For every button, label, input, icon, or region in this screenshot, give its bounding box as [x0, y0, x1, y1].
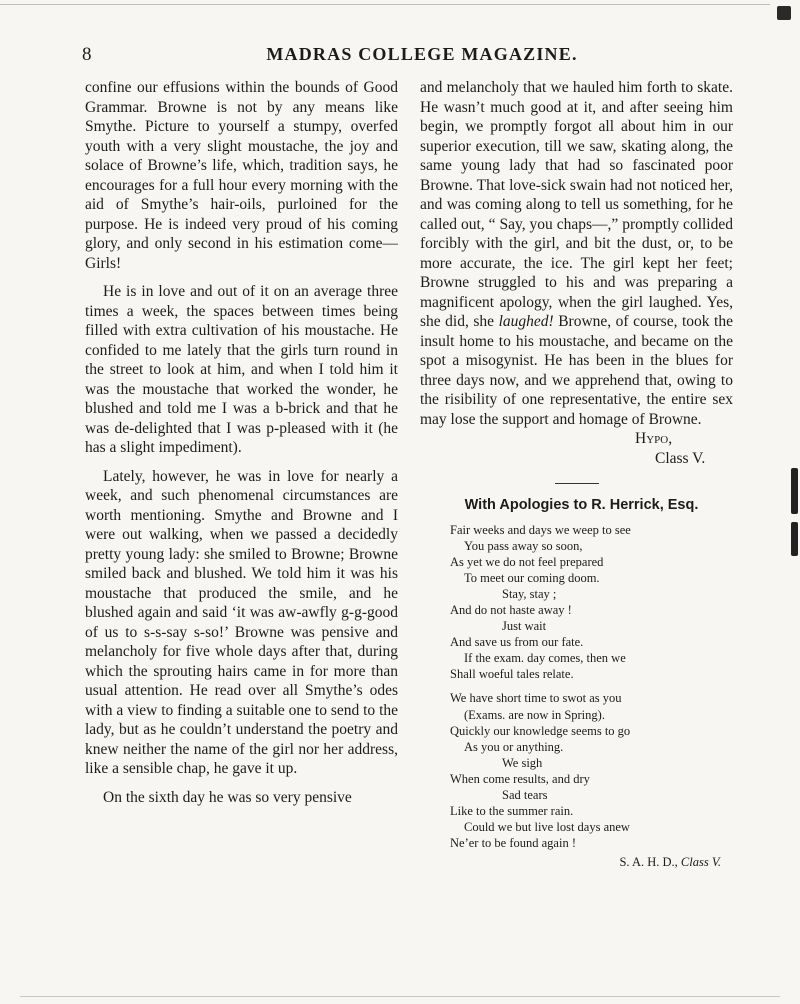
- magazine-title: MADRAS COLLEGE MAGAZINE.: [266, 44, 578, 64]
- page-header: [82, 44, 732, 68]
- paragraph: He is in love and out of it on an average three times a week, the spaces between times being filled with extra cultivation of his moustache. He confided to me lately that the girls turn round in the street to look at him, and when I told him it was the moustache that worked the wonder, he blushed and told me I was a b-brick and that he was de-delighted that I was p-pleased with it (he has a slight impediment).: [85, 283, 398, 456]
- poem-line: And save us from our fate.: [450, 635, 584, 650]
- poem-line: If the exam. day comes, then we: [464, 651, 626, 666]
- poem-title: With Apologies to R. Herrick, Esq.: [464, 497, 699, 513]
- poem-line: As you or anything.: [464, 739, 564, 754]
- poem-line: Shall woeful tales relate.: [450, 667, 574, 682]
- poem-line: Just wait: [502, 619, 547, 634]
- paragraph: Lately, however, he was in love for nearly a week, and such phenomenal circumstances are worth mentioning. Smythe and Browne and I were out walking, when we passed a decidedly pretty young lady: she smiled to Browne; Browne smiled back and blushed. We told him it was his moustache that produced the smile, and he blushed again and said ‘it was aw-awfly g-g-good of us to s-s-say s-so!’ Browne was pensive and melancholy for five whole days after that, during which the sprouting hairs came in for more than usual attention. He read over all Smythe’s odes with a view to finding a suitable one to send to the lady, but as he couldn’t understand the poetry and knew neither the name of the girl nor her address, like a sensible chap, he gave it up.: [85, 467, 398, 777]
- poem-line: When come results, and dry: [450, 771, 590, 786]
- section-divider: [555, 483, 599, 484]
- paragraph-text: Browne, of course, took the insult home to his moustache, and became on the spot a misogynist. He has been in the blues for three days now, and we apprehend that, owing to the risibility of one representative, the entire sex may lose the support and homage of Browne.: [420, 313, 733, 428]
- signature-initials: S. A. H. D.,: [619, 855, 678, 870]
- left-column: [85, 78, 398, 807]
- poem-line: Ne’er to be found again !: [450, 836, 576, 851]
- author-signoff: [635, 429, 733, 469]
- edge-scan-mark: [791, 468, 798, 514]
- paragraph: [420, 78, 733, 429]
- poem-line: As yet we do not feel prepared: [450, 554, 604, 569]
- poem-line: Like to the summer rain.: [450, 804, 574, 819]
- poem-line: To meet our coming doom.: [464, 570, 600, 585]
- poem-body: [450, 522, 733, 852]
- corner-scan-mark: [777, 6, 791, 20]
- poem-line: Stay, stay ;: [502, 586, 557, 601]
- poem-line: (Exams. are now in Spring).: [464, 707, 605, 722]
- author-name: Hypo,: [635, 430, 673, 447]
- poem-line: Sad tears: [502, 788, 548, 802]
- poem-line: And do not haste away !: [450, 602, 572, 617]
- poem-signature: [420, 853, 721, 873]
- paragraph-text: and melancholy that we hauled him forth to skate. He wasn’t much good at it, and after seeing him begin, we promptly forgot all about him in our superior execution, till we saw, skating along, the same young lady that had so fascinated poor Browne. That love-sick swain had not noticed her, and was coming along to tell us something, for he called out, “ Say, you chaps—,” promptly collided forcibly with the girl, and bit the dust, or, to be more accurate, the ice. The girl kept her feet; Browne struggled to his and was preparing a magnificent apology, when the girl laughed. Yes, she did, she: [420, 79, 733, 330]
- author-class: Class V.: [655, 450, 706, 467]
- emphasis-text: laughed!: [498, 313, 554, 330]
- poem-line: We have short time to swot as you: [450, 691, 622, 706]
- page-number: 8: [82, 44, 92, 65]
- stanza-break: [450, 682, 733, 690]
- edge-scan-mark: [791, 522, 798, 556]
- poem-line: Quickly our knowledge seems to go: [450, 723, 631, 738]
- right-column: [420, 78, 733, 873]
- poem-line: We sigh: [502, 755, 543, 770]
- paragraph: confine our effusions within the bounds of Good Grammar. Browne is not by any means like Smythe. Picture to yourself a stumpy, overfed youth with a very slight moustache, the joy and solace of Browne’s life, which, tradition says, he encourages for a full hour every morning with the aid of Smythe’s hair-oils, purloined for the purpose. He is indeed very proud of his coming glory, and only second in his estimation come—Girls!: [85, 79, 398, 272]
- poem-line: Could we but live lost days anew: [464, 820, 630, 835]
- signature-class: Class V.: [680, 855, 721, 870]
- poem-line: Fair weeks and days we weep to see: [450, 522, 631, 537]
- bottom-border-rule: [20, 996, 780, 997]
- paragraph: On the sixth day he was so very pensive: [103, 788, 352, 806]
- poem-line: You pass away so soon,: [464, 538, 583, 553]
- top-border-rule: [0, 4, 770, 5]
